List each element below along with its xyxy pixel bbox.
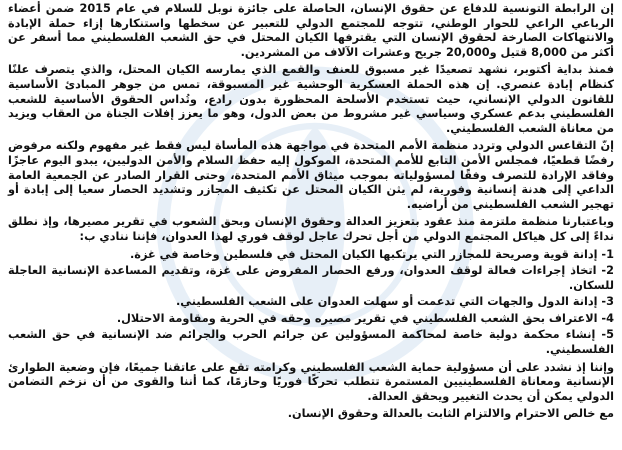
signoff-line: مع خالص الاحترام والالتزام الثابت بالعدالة وحقوق الإنسان.	[287, 407, 614, 421]
escalation-paragraph: فمنذ بداية أكتوبر، نشهد تصعيدًا غير مسبوق للعنف والقمع الذي يمارسه الكيان المحتل، والذي يتصرف علنًا كنظام إبادة عنصري. إن هذه الحملة العسكرية الوحشية غير المسبوقة، تمس من جوهر المبادئ الأساسية للقانون الدولي الإنساني، حيث تستخدم الأسلحة المحظورة بدون رادع، وتُداس الحقوق الأساسية للشعب الفلسطيني بدعم عسكري وسياسي غير مشروط من بعض الدول، وهو ما يعزز إفلات الجناة من العقاب ويزيد من معاناة الشعب الفلسطيني.	[8, 63, 614, 135]
statement-document	[8, 2, 614, 450]
demand-item: 5- إنشاء محكمة دولية خاصة لمحاكمة المسؤولين عن جرائم الحرب والجرائم ضد الإنسانية في حق الشعب الفلسطيني.	[8, 328, 614, 357]
appeal-paragraph: وباعتبارنا منظمة ملتزمة منذ عقود بتعزيز العدالة وحقوق الإنسان وبحق الشعوب في تقرير مصيرها، وإذ نطلق نداءً إلى كل هياكل المجتمع الدولي من أجل تحرك عاجل لوقف فوري لهذا العدوان، فإننا ننادي ب:	[8, 215, 614, 243]
demand-item: 3- إدانة الدول والجهات التي تدعمت أو سهلت العدوان على الشعب الفلسطيني.	[175, 295, 614, 309]
international-inaction-paragraph: إنّ التقاعس الدولي وتردد منظمة الأمم المتحدة في مواجهة هذه المأساة ليس فقط غير مفهوم ولكنه مرفوض رفضًا قطعيًا، فمجلس الأمن التابع للأمم المتحدة، الموكول إليه حفظ السلام والأمن الدوليين، يبدو اليوم عاجزًا وفاقد الإرادة للتصرف وفقًا لمسؤولياته بموجب ميثاق الأمم المتحدة، وحتى القرار الصادر عن الجمعية العامة الداعي إلى هدنة إنسانية وفورية، لم يثن الكيان المحتل عن تكثيف المجازر وتشديد الحصار سعيا إلى إبادة أو تهجير الشعب الفلسطيني من أراضيه.	[8, 139, 614, 211]
intro-paragraph: إن الرابطة التونسية للدفاع عن حقوق الإنسان، الحاصلة على جائزة نوبل للسلام في عام 2015 ضمن أعضاء الرباعي الراعي للحوار الوطني، تتوجه للمجتمع الدولي للتعبير عن سخطها واستنكارها إزاء حملة الإبادة والانتهاكات الصارخة لحقوق الإنسان التي يقترفها الكيان المحتل في حق الشعب الفلسطيني مما أسفر عن أكثر من 8,000 قتيل و20,000 جريح وعشرات الآلاف من المشردين.	[8, 2, 615, 59]
demand-item: 2- اتخاذ إجراءات فعالة لوقف العدوان، ورفع الحصار المفروض على غزة، وتقديم المساعدة الإنسانية العاجلة للسكان.	[8, 264, 614, 292]
demands-list	[8, 248, 614, 358]
demand-item: 4- الاعتراف بحق الشعب الفلسطيني في تقرير مصيره وحقه في الحرية ومقاومة الاحتلال.	[116, 311, 614, 325]
demand-item: 1- إدانة قوية وصريحة للمجازر التي يرتكبها الكيان المحتل في فلسطين وخاصة في غزة.	[130, 247, 614, 261]
closing-paragraph: وإننا إذ نشدد على أن مسؤولية حماية الشعب الفلسطيني وكرامته تقع على عاتقنا جميعًا، فإن وضعية الطوارئ الإنسانية ومعاناة الفلسطينيين المستمرة تتطلب تحركًا فوريًا وحازمًا، كما أننا والقوى من أن نزخم التضامن الدولي يمكن أن يحدث التغيير ويحقق العدالة.	[8, 360, 614, 403]
